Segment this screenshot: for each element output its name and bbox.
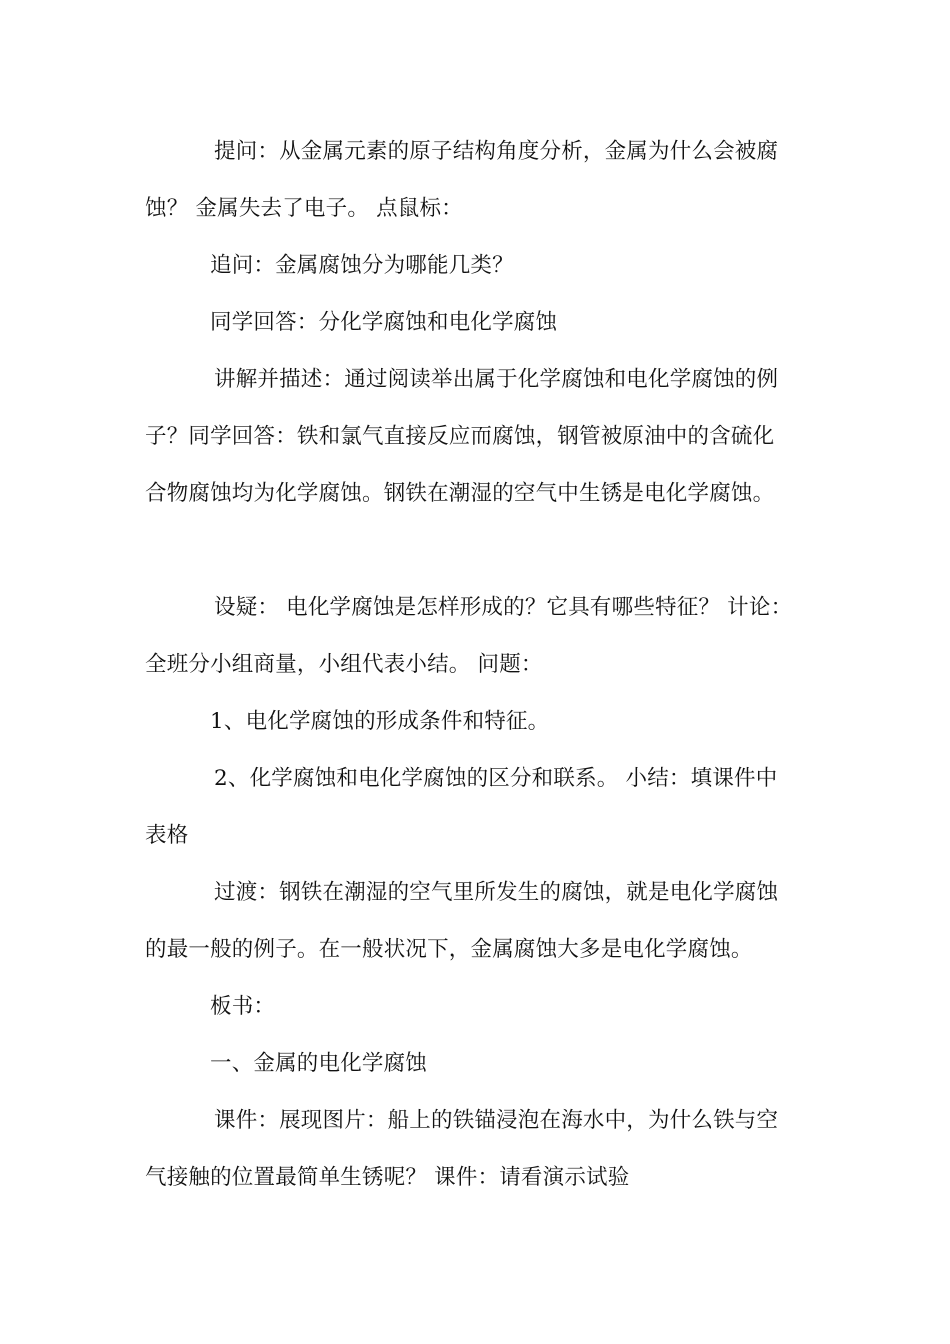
text-line: 一、金属的电化学腐蚀 — [210, 1051, 428, 1076]
text-line: 提问：从金属元素的原子结构角度分析，金属为什么会被腐 — [214, 139, 779, 164]
text-line: 课件：展现图片：船上的铁锚浸泡在海水中，为什么铁与空 — [214, 1108, 779, 1133]
text-line: 全班分小组商量，小组代表小结。 问题： — [145, 652, 543, 677]
text-line: 表格 — [145, 823, 189, 848]
text-line: 1、电化学腐蚀的形成条件和特征。 — [210, 709, 550, 734]
text-line: 的最一般的例子。在一般状况下，金属腐蚀大多是电化学腐蚀。 — [145, 937, 753, 962]
text-line: 讲解并描述：通过阅读举出属于化学腐蚀和电化学腐蚀的例 — [214, 367, 779, 392]
text-line: 气接触的位置最简单生锈呢？ 课件：请看演示试验 — [145, 1165, 630, 1190]
text-line: 追问：金属腐蚀分为哪能几类？ — [210, 253, 514, 278]
text-line: 合物腐蚀均为化学腐蚀。钢铁在潮湿的空气中生锈是电化学腐蚀。 — [145, 481, 775, 506]
text-line: 设疑： 电化学腐蚀是怎样形成的？它具有哪些特征？ 计论： — [214, 595, 793, 620]
text-line: 过渡：钢铁在潮湿的空气里所发生的腐蚀，就是电化学腐蚀 — [214, 880, 779, 905]
text-line: 同学回答：分化学腐蚀和电化学腐蚀 — [210, 310, 558, 335]
text-line: 子？同学回答：铁和氯气直接反应而腐蚀，钢管被原油中的含硫化 — [145, 424, 775, 449]
text-line: 板书： — [210, 994, 276, 1019]
text-line: 蚀？ 金属失去了电子。 点鼠标： — [145, 196, 463, 221]
text-line: 2、化学腐蚀和电化学腐蚀的区分和联系。 小结：填课件中 — [214, 766, 778, 791]
